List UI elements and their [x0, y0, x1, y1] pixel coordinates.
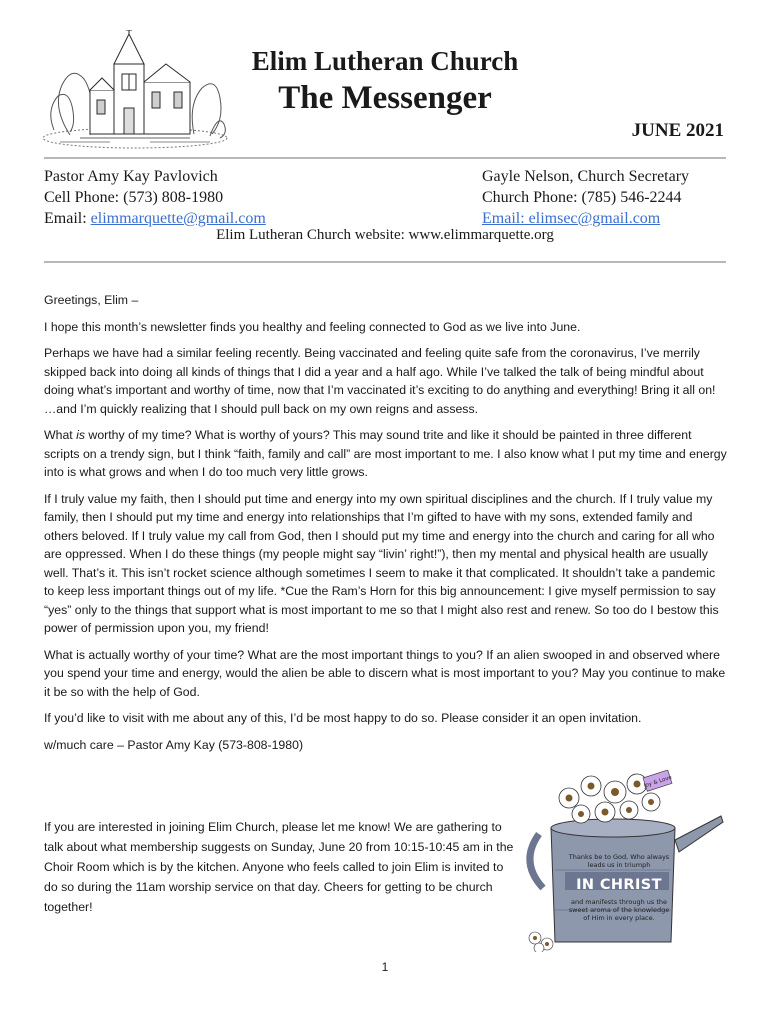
pastor-email-link[interactable]: elimmarquette@gmail.com	[90, 210, 266, 227]
church-name-heading: Elim Lutheran Church	[251, 46, 519, 76]
secretary-email-link[interactable]: Email: elimsec@gmail.com	[482, 210, 661, 227]
letter-text: worthy of my time? What is worthy of yours? This may sound trite and like it should be painted in three different scripts on a trendy sign, but I think “faith, family and call” are most important to me. I also know what I put my time and energy into is what grows and when I do too much very little grows.	[44, 428, 727, 479]
website-line: Elim Lutheran Church website: www.elimmarquette.org	[216, 227, 554, 243]
can-banner: IN CHRIST	[576, 877, 662, 893]
letter-text: What	[44, 428, 77, 442]
secretary-contact-block	[482, 166, 689, 229]
header-divider-top	[44, 157, 726, 159]
header-divider-bottom	[44, 261, 726, 263]
letter-paragraph: What is actually worthy of your time? What are the most important things to you? If an alien swooped in and observed where you spend your time and energy, would the alien be able to discern what is most important to you? May you continue to make it be so with the help of God.	[44, 647, 726, 699]
letter-paragraph: If I truly value my faith, then I should put time and energy into my own spiritual disciplines and the church. If I truly value my family, then I should put my time and energy into relationships that I’m gifted to have with my sons, extended family and others beloved. If I truly value my call from God, then I should put my time and energy into the church and caring for all who are oppressed. When I do these things (my people might say “livin’ right!”), then my mental and physical health are usually well. That’s it. This isn’t rocket science although sometimes I seem to make it that complicated. It shouldn’t take a pandemic to keep less important things out of my life. *Cue the Ram’s Horn for this big announcement: I give myself permission to say “yes” only to the things that support what is most important to me so that I might also rest and renew. So too do I bestow this power of permission upon you, my friend!	[44, 491, 719, 635]
can-verse-bottom: and manifests through us the sweet aroma of the knowledge of Him in every place.	[568, 898, 670, 922]
secretary-phone: Church Phone: (785) 546-2244	[482, 189, 682, 206]
letter-signoff: w/much care – Pastor Amy Kay (573-808-1980)	[44, 737, 304, 752]
letter-paragraph: If you’d like to visit with me about any of this, I’d be most happy to do so. Please consider it an open invitation.	[44, 711, 642, 725]
can-tag-label: Joy & Love	[643, 774, 673, 790]
can-verse-top: Thanks be to God, Who always leads us in triumph	[568, 853, 670, 869]
letter-greeting: Greetings, Elim –	[44, 293, 139, 307]
pastor-contact-block	[44, 166, 266, 229]
secretary-name: Gayle Nelson, Church Secretary	[482, 168, 690, 185]
pastor-letter	[44, 291, 728, 762]
issue-date: JUNE 2021	[631, 120, 724, 141]
pastor-name: Pastor Amy Kay Pavlovich	[44, 168, 218, 185]
letter-paragraph: Perhaps we have had a similar feeling recently. Being vaccinated and feeling quite safe from the coronavirus, I’ve merrily skipped back into doing all kinds of things that I did a year and a half ago. While I’ve talked the talk of being mindful about doing what’s important and worthy of time, now that I’m vaccinated it’s exciting to do anything and everything! Bring it all on! …and I’m quickly realizing that I should pull back on my own reigns and assess.	[44, 346, 716, 416]
letter-paragraph: I hope this month’s newsletter finds you healthy and feeling connected to God as we live into June.	[44, 319, 581, 334]
membership-note: If you are interested in joining Elim Church, please let me know! We are gathering to talk about what membership suggests on Sunday, June 20 from 10:15-10:45 am in the Choir Room which is by the kitchen. Anyone who feels called to join Elim is invited to do so during the 11am worship service on that day. Cheers for getting to be church together!	[44, 820, 514, 914]
letter-emphasis: is	[76, 428, 86, 442]
newsletter-title: The Messenger	[278, 80, 492, 116]
pastor-email-label: Email:	[44, 210, 91, 227]
pastor-email-line	[44, 208, 266, 229]
pastor-phone: Cell Phone: (573) 808-1980	[44, 189, 224, 206]
page-number: 1	[381, 960, 389, 974]
letter-paragraph	[44, 426, 728, 482]
